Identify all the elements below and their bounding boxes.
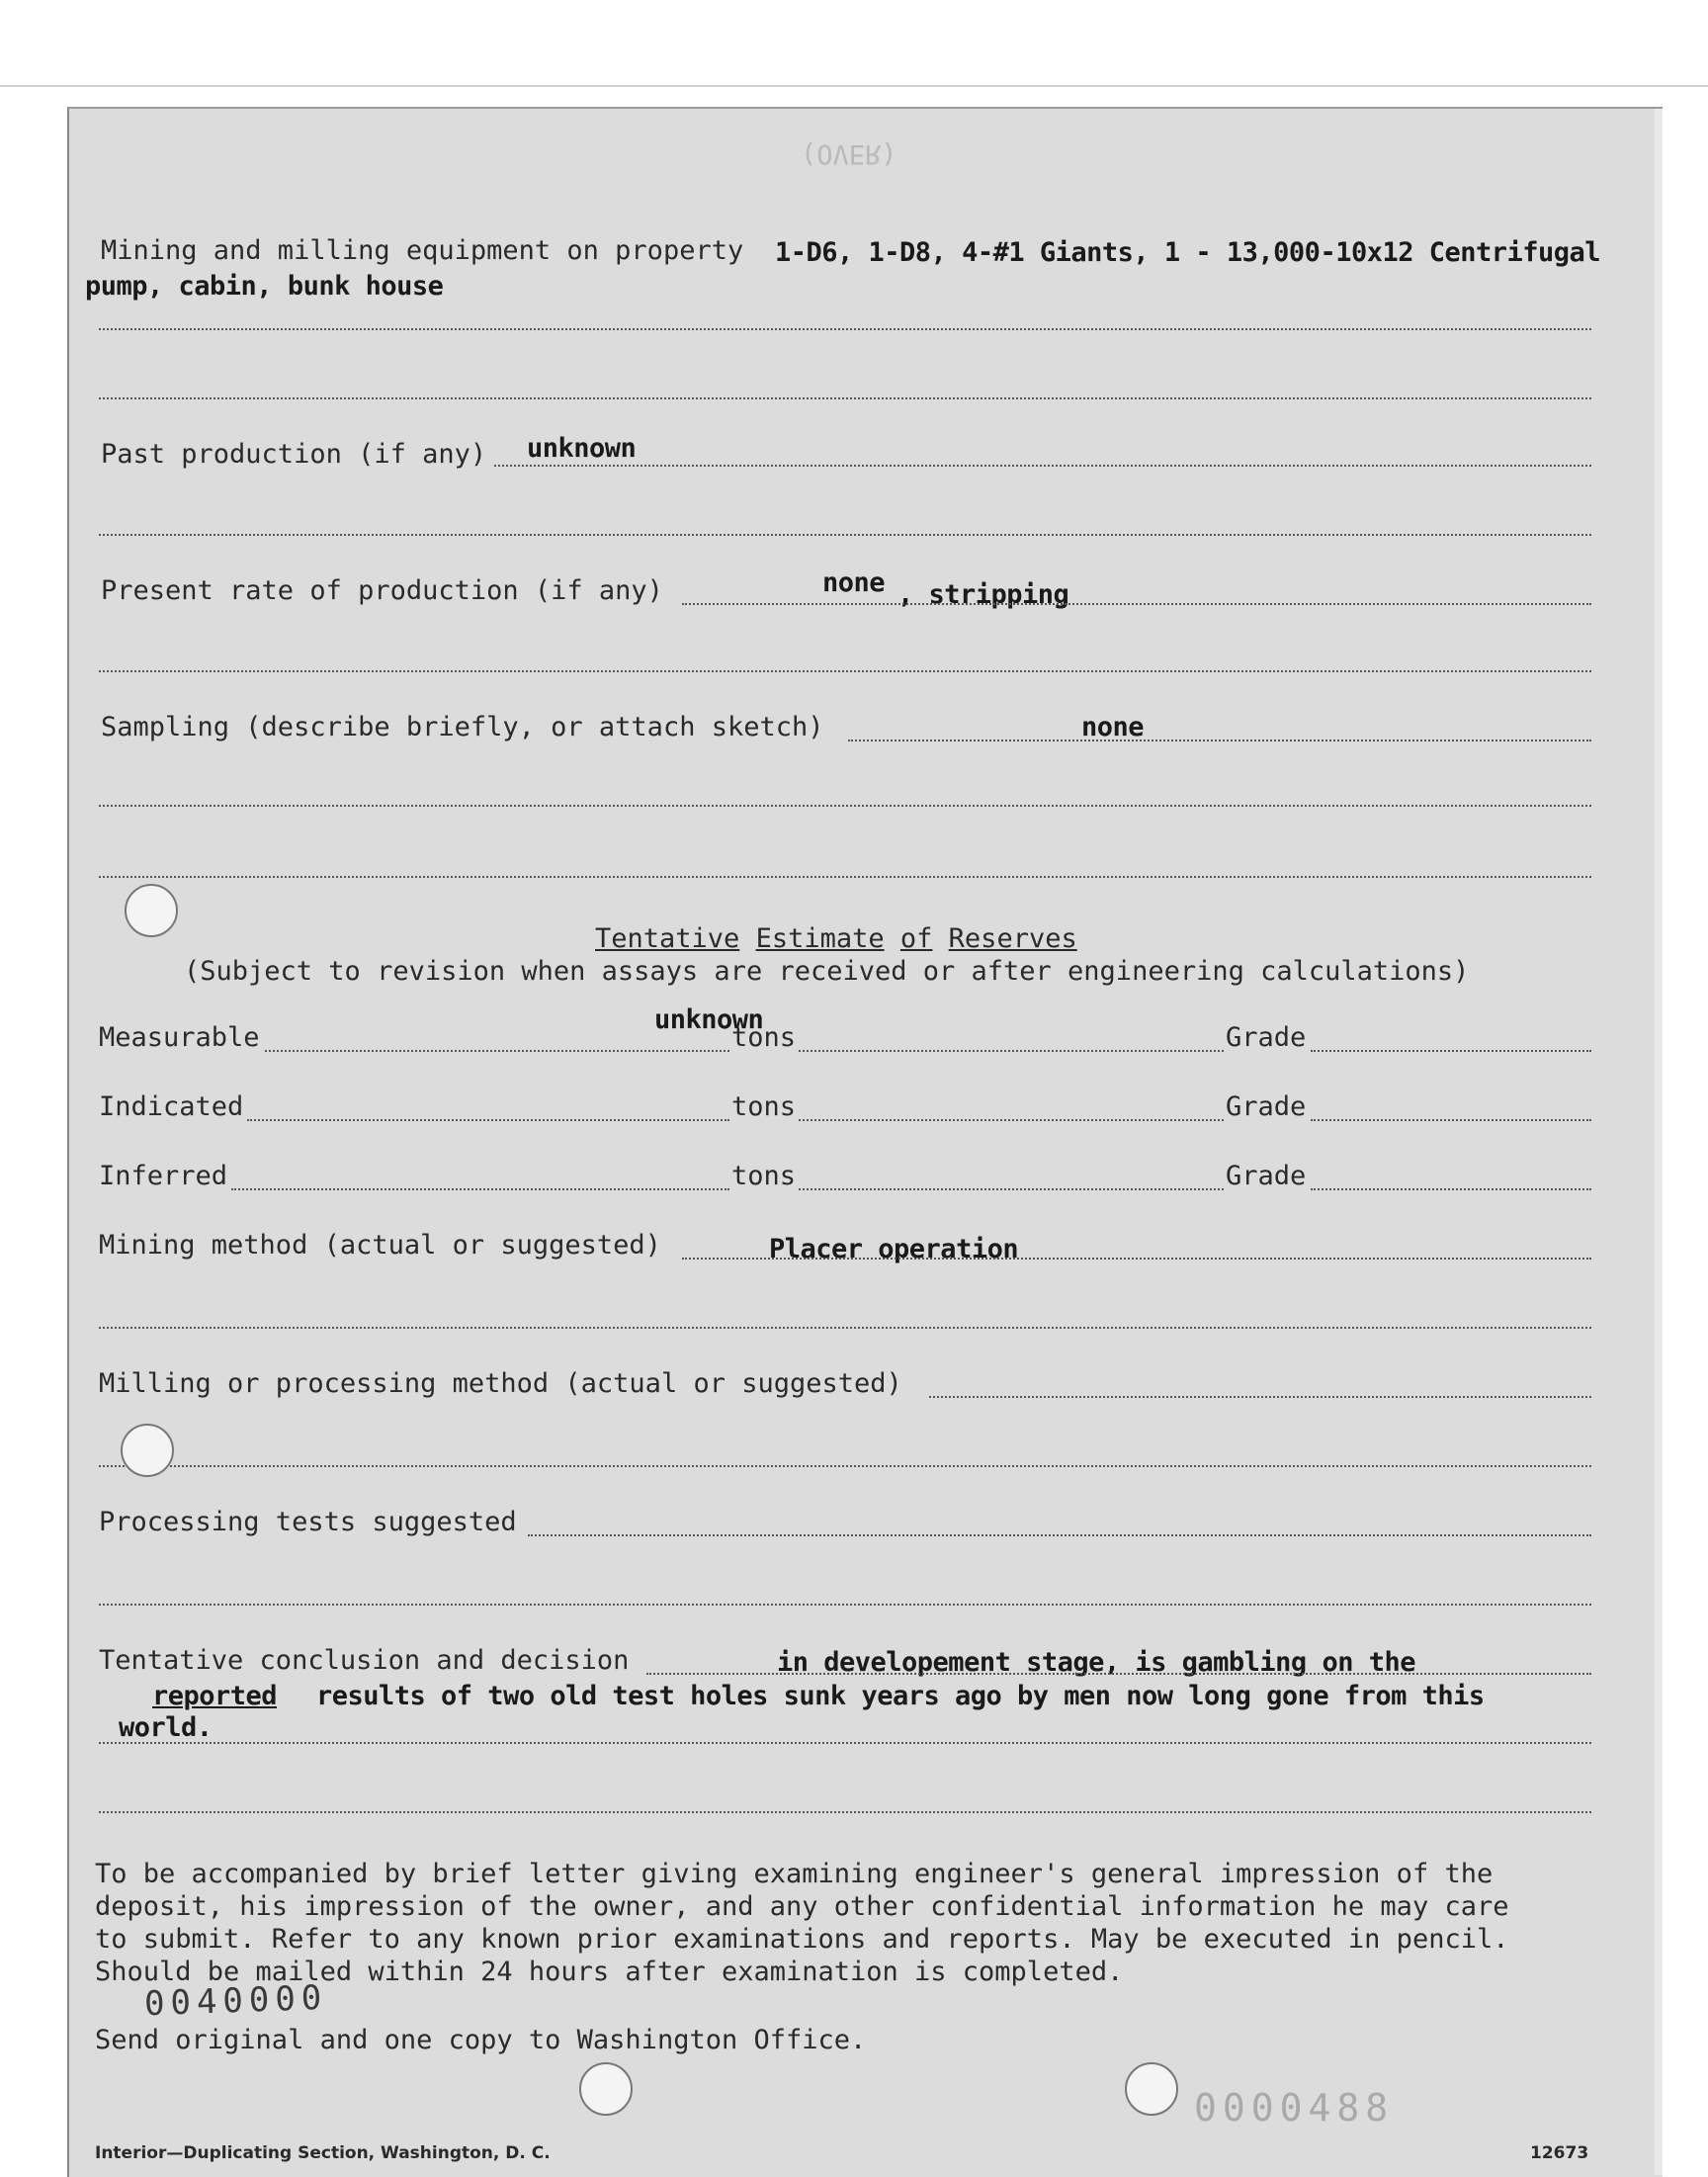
mining-method-value: Placer operation (769, 1234, 1019, 1264)
conclusion-value-line1: in developement stage, is gambling on the (777, 1647, 1415, 1678)
instructions-line: Should be mailed within 24 hours after examination is completed. (95, 1957, 1124, 1987)
sheet-edge (1655, 109, 1663, 2175)
reserves-title (595, 923, 1077, 955)
grade-label: Grade (1226, 1091, 1307, 1122)
blank-line (99, 1327, 1591, 1329)
printer-credit: Interior—Duplicating Section, Washington, D. C. (95, 2143, 551, 2163)
tons-label: tons (731, 1161, 797, 1191)
measurable-label: Measurable (99, 1022, 260, 1053)
present-rate-value-stripping: , stripping (897, 579, 1069, 610)
fill-line (682, 603, 1591, 605)
send-instruction: Send original and one copy to Washington Office. (95, 2025, 867, 2055)
blank-line (99, 1604, 1591, 1606)
blank-line (99, 328, 1591, 330)
fill-line (247, 1119, 729, 1121)
ghost-header-over: (OVER) (801, 138, 897, 169)
grade-label: Grade (1226, 1161, 1307, 1191)
stamped-number: 0040000 (143, 1977, 328, 2025)
punch-hole (121, 1424, 174, 1477)
conclusion-label: Tentative conclusion and decision (99, 1645, 630, 1676)
instructions-line: deposit, his impression of the owner, and any other confidential information he may care (95, 1891, 1509, 1922)
blank-line (99, 1465, 1591, 1467)
punch-hole (125, 884, 178, 937)
fill-line (494, 465, 1591, 467)
form-number: 12673 (1530, 2143, 1589, 2163)
fill-line (265, 1050, 729, 1052)
equipment-value-line2: pump, cabin, bunk house (85, 271, 444, 302)
fill-line (848, 740, 1591, 741)
fill-line (646, 1673, 1591, 1675)
fill-line (1311, 1188, 1591, 1190)
sampling-value: none (1081, 712, 1145, 742)
past-production-value: unknown (527, 433, 637, 464)
blank-line (99, 1811, 1591, 1813)
reserves-title-word: of (899, 923, 933, 954)
blank-line (99, 805, 1591, 807)
reserves-title-word: Estimate (755, 923, 885, 954)
fill-line (682, 1258, 1591, 1260)
present-rate-label: Present rate of production (if any) (101, 575, 663, 606)
fill-line (799, 1188, 1224, 1190)
conclusion-value-reported: reported (152, 1681, 278, 1711)
fill-line (231, 1188, 729, 1190)
measurable-value: unknown (654, 1004, 764, 1035)
blank-line (99, 876, 1591, 878)
conclusion-value-line3: world. (119, 1712, 213, 1743)
blank-line (99, 1742, 1591, 1744)
punch-hole (579, 2062, 633, 2116)
fill-line (1311, 1050, 1591, 1052)
indicated-label: Indicated (99, 1091, 244, 1122)
past-production-label: Past production (if any) (101, 439, 487, 470)
equipment-label: Mining and milling equipment on property (101, 235, 744, 266)
milling-method-label: Milling or processing method (actual or suggested) (99, 1368, 902, 1399)
fill-line (929, 1396, 1591, 1398)
instructions-line: to submit. Refer to any known prior examinations and reports. May be executed in pencil. (95, 1924, 1509, 1955)
tons-label: tons (731, 1022, 797, 1053)
mining-method-label: Mining method (actual or suggested) (99, 1230, 661, 1261)
punch-hole (1125, 2062, 1178, 2116)
grade-label: Grade (1226, 1022, 1307, 1053)
sampling-label: Sampling (describe briefly, or attach sketch) (101, 712, 824, 742)
scan-margin (0, 0, 1708, 87)
fill-line (799, 1050, 1224, 1052)
fill-line (528, 1534, 1591, 1536)
equipment-value-line1: 1-D6, 1-D8, 4-#1 Giants, 1 - 13,000-10x12 Centrifugal (775, 237, 1601, 268)
fill-line (1311, 1119, 1591, 1121)
blank-line (99, 670, 1591, 672)
fill-line (799, 1119, 1224, 1121)
blank-line (99, 397, 1591, 399)
inferred-label: Inferred (99, 1161, 228, 1191)
instructions-line: To be accompanied by brief letter giving examining engineer's general impression of the (95, 1859, 1494, 1889)
tons-label: tons (731, 1091, 797, 1122)
blank-line (99, 534, 1591, 536)
reserves-subtitle: (Subject to revision when assays are received or after engineering calculations) (184, 956, 1470, 987)
reserves-title-word: Reserves (948, 923, 1077, 954)
conclusion-value-line2: results of two old test holes sunk years ago by men now long gone from this (316, 1681, 1485, 1711)
faint-stamped-number: 0000488 (1194, 2086, 1395, 2130)
processing-tests-label: Processing tests suggested (99, 1507, 517, 1537)
present-rate-value-none: none (822, 567, 886, 598)
reserves-title-word: Tentative (595, 923, 740, 954)
